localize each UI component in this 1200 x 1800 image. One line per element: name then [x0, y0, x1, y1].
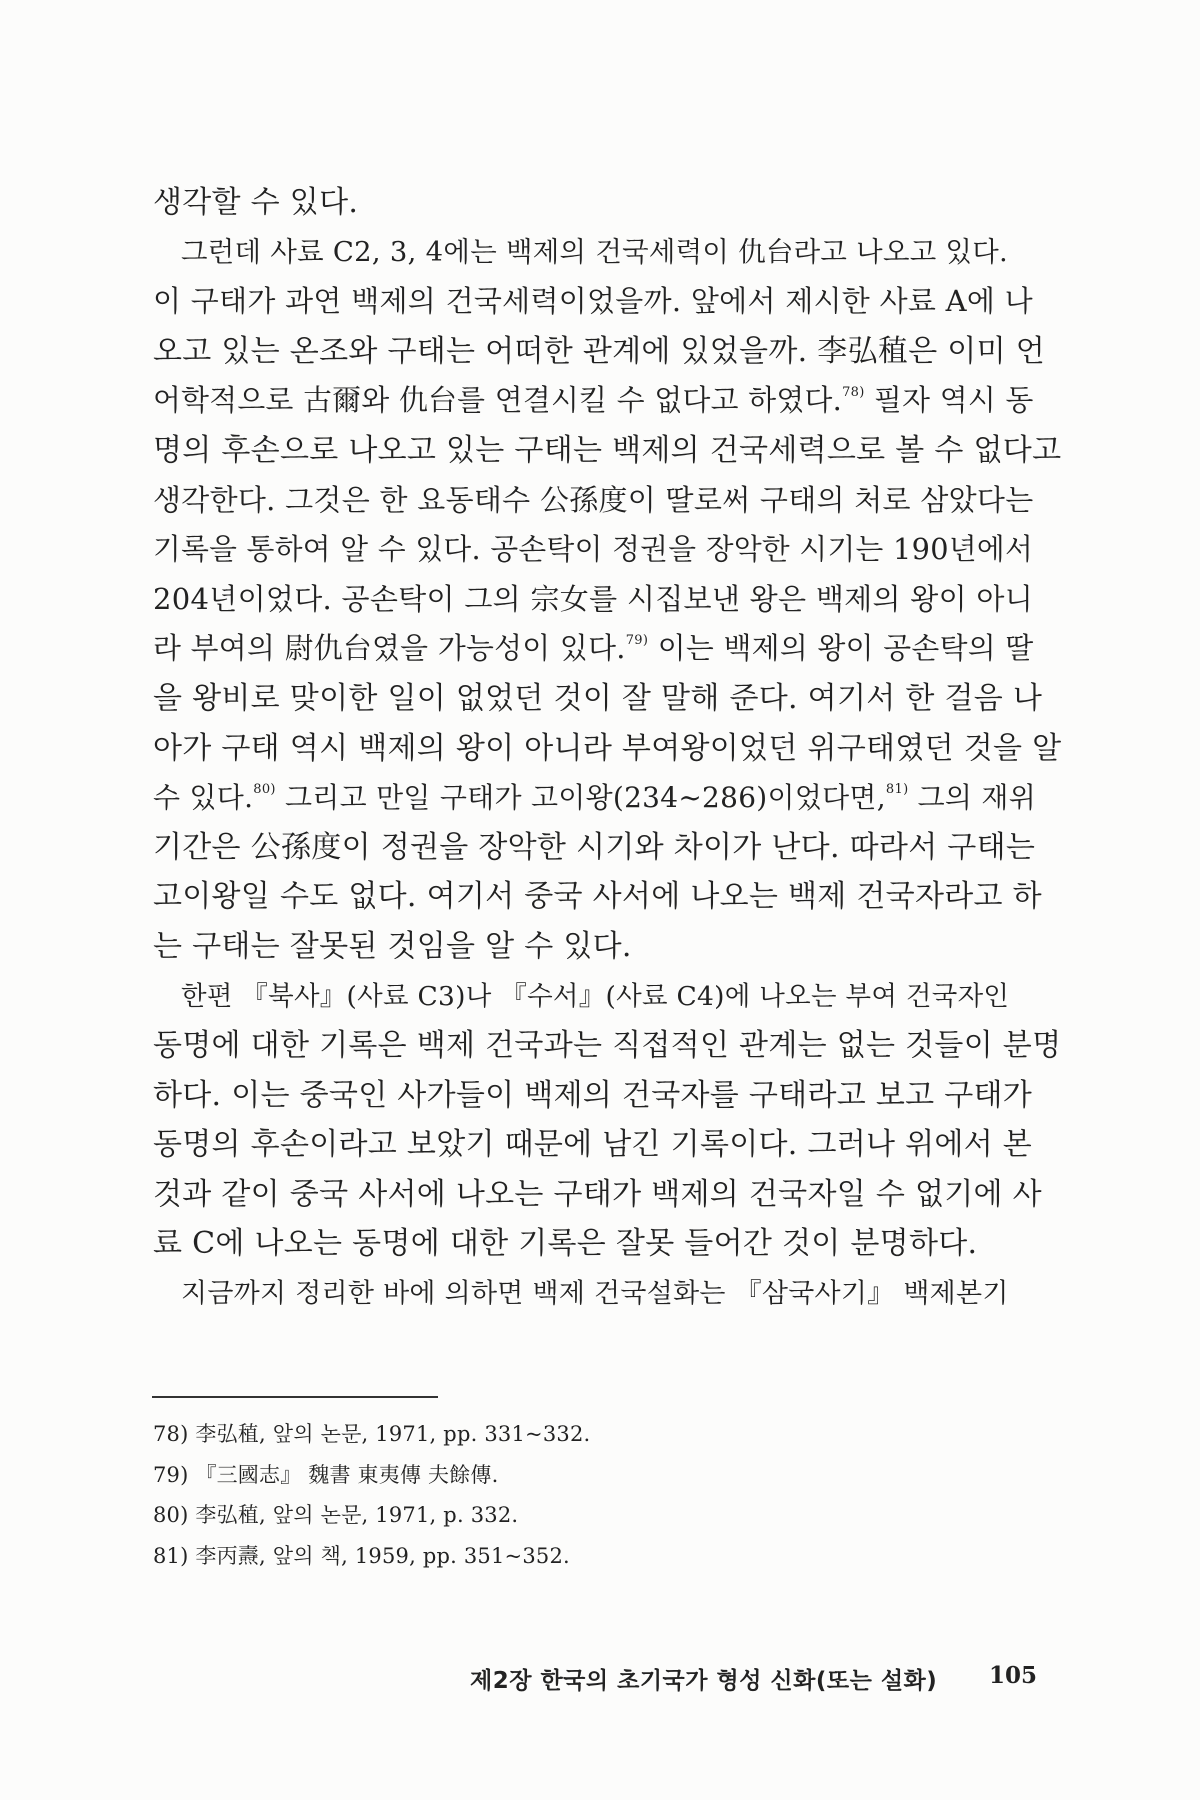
text-line: [153, 773, 1037, 823]
running-footer-title: 제2장 한국의 초기국가 형성 신화(또는 설화): [470, 1668, 938, 1694]
text-line: 을 왕비로 맞이한 일이 없었던 것이 잘 말해 준다. 여기서 한 걸음 나: [153, 680, 1043, 716]
text-line: 명의 후손으로 나오고 있는 구태는 백제의 건국세력으로 볼 수 없다고: [153, 432, 1062, 468]
footnote-79: 79) 『三國志』 魏書 東夷傳 夫餘傳.: [153, 1462, 499, 1487]
text-line: 고이왕일 수도 없다. 여기서 중국 사서에 나오는 백제 건국자라고 하: [153, 879, 1042, 915]
text-line: 지금까지 정리한 바에 의하면 백제 건국설화는 『삼국사기』 백제본기: [181, 1278, 1009, 1310]
text-segment: 그리고 만일 구태가 고이왕(234~286)이었다면,: [284, 781, 886, 815]
text-line: 생각한다. 그것은 한 요동태수 公孫度이 딸로써 구태의 처로 삼았다는: [153, 482, 1034, 517]
text-line: 그런데 사료 C2, 3, 4에는 백제의 건국세력이 仇台라고 나오고 있다.: [181, 236, 1009, 268]
text-line: 204년이었다. 공손탁이 그의 宗女를 시집보낸 왕은 백제의 왕이 아니: [153, 581, 1034, 616]
text-segment: 수 있다.: [153, 781, 254, 815]
footnote-divider: [152, 1396, 438, 1398]
text-line: 것과 같이 중국 사서에 나오는 구태가 백제의 건국자일 수 없기에 사: [153, 1176, 1042, 1212]
text-line: 기록을 통하여 알 수 있다. 공손탁이 정권을 장악한 시기는 190년에서: [153, 532, 1034, 567]
text-segment: 필자 역시 동: [874, 383, 1034, 418]
text-segment: 어학적으로 古爾와 仇台를 연결시킬 수 없다고 하였다.: [153, 383, 843, 418]
footnote-81: 81) 李丙燾, 앞의 책, 1959, pp. 351~352.: [153, 1543, 570, 1568]
body-text: [153, 178, 1062, 1319]
footnotes: [153, 1414, 590, 1576]
text-segment: 라 부여의 尉仇台였을 가능성이 있다.: [153, 631, 626, 666]
text-line: 기간은 公孫度이 정권을 장악한 시기와 차이가 난다. 따라서 구태는: [153, 829, 1036, 865]
text-line: 아가 구태 역시 백제의 왕이 아니라 부여왕이었던 위구태였던 것을 알: [153, 730, 1062, 766]
footnote-ref-81[interactable]: 81): [885, 782, 909, 798]
text-line: 하다. 이는 중국인 사가들이 백제의 건국자를 구태라고 보고 구태가: [153, 1077, 1033, 1113]
text-line: 한편 『북사』(사료 C3)나 『수서』(사료 C4)에 나오는 부여 건국자인: [181, 980, 1010, 1012]
page-number: 105: [989, 1662, 1038, 1689]
footnote-ref-78[interactable]: 78): [842, 385, 865, 401]
footnote-ref-80[interactable]: 80): [253, 782, 276, 798]
text-line: 오고 있는 온조와 구태는 어떠한 관계에 있었을까. 李弘稙은 이미 언: [153, 333, 1045, 369]
footnote-78: 78) 李弘稙, 앞의 논문, 1971, pp. 331~332.: [153, 1422, 591, 1446]
text-line: 동명에 대한 기록은 백제 건국과는 직접적인 관계는 없는 것들이 분명: [153, 1028, 1062, 1064]
text-line: [153, 624, 1033, 674]
footnote-80: 80) 李弘稙, 앞의 논문, 1971, p. 332.: [153, 1503, 519, 1527]
text-line: 는 구태는 잘못된 것임을 알 수 있다.: [153, 928, 632, 964]
text-line: 동명의 후손이라고 보았기 때문에 남긴 기록이다. 그러나 위에서 본: [153, 1127, 1033, 1163]
text-line: 료 C에 나오는 동명에 대한 기록은 잘못 들어간 것이 분명하다.: [153, 1226, 978, 1262]
text-segment: 그의 재위: [917, 781, 1037, 815]
text-line: 이 구태가 과연 백제의 건국세력이었을까. 앞에서 제시한 사료 A에 나: [153, 284, 1033, 319]
text-line: [153, 376, 1033, 426]
text-segment: 이는 백제의 왕이 공손탁의 딸: [657, 631, 1034, 666]
footnote-ref-79[interactable]: 79): [625, 633, 649, 649]
text-line: 생각할 수 있다.: [153, 185, 359, 220]
